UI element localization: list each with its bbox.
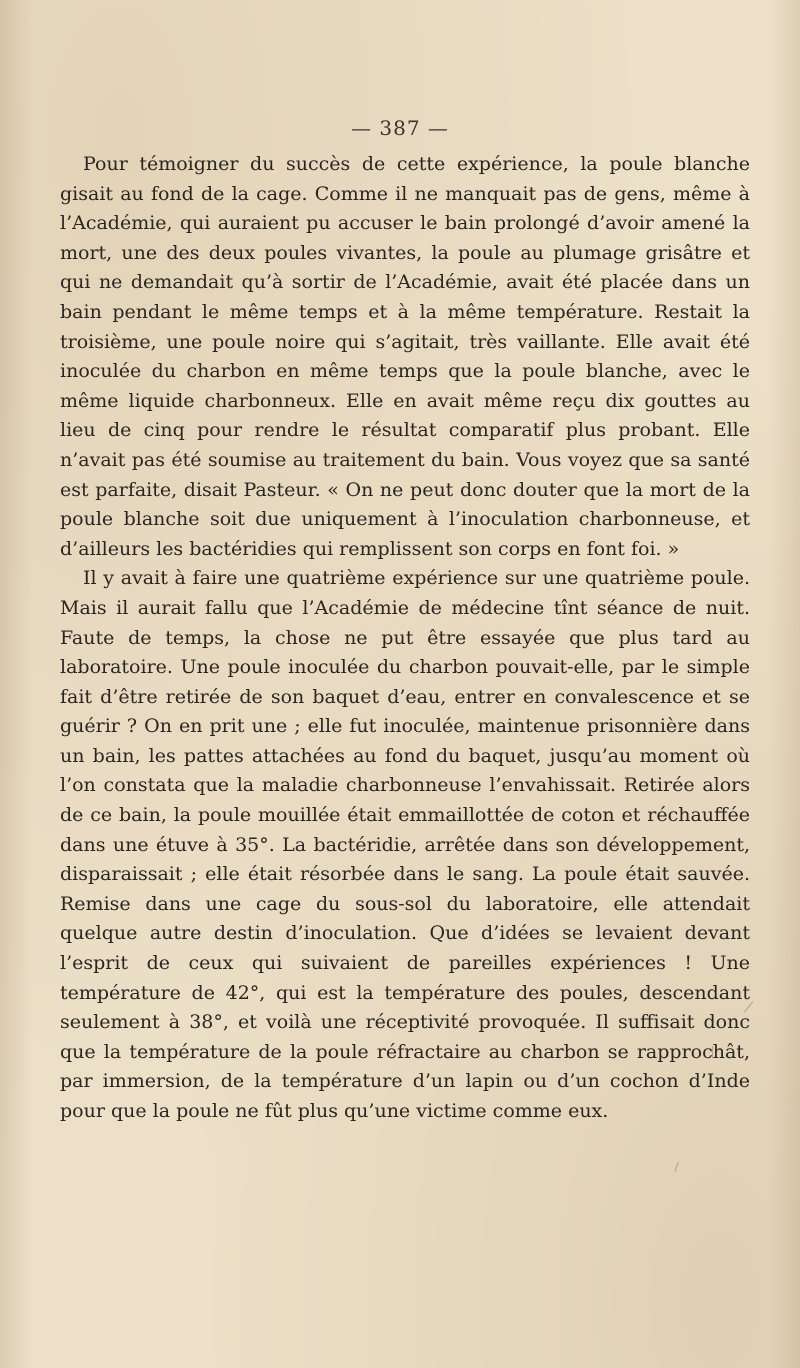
paragraph-2: Il y avait à faire une quatrième expérience sur une quatrième poule. Mais il aurait fallu que l’Académie de médecine tînt séance de nuit. Faute de temps, la chose ne put être essayée que plus tard au laboratoire. Une poule inoculée du charbon pouvait-elle, par le simple fait d’être retirée de son baquet d’eau, entrer en convalescence et se guérir ? On en prit une ; elle fut inoculée, maintenue prisonnière dans un bain, les pattes attachées au fond du baquet, jusqu’au moment où l’on constata que la maladie charbonneuse l’envahissait. Retirée alors de ce bain, la poule mouillée était emmaillottée de coton et réchauffée dans une étuve à 35°. La bactéridie, arrêtée dans son développement, disparaissait ; elle était résorbée dans le sang. La poule était sauvée. Remise dans une cage du sous-sol du laboratoire, elle attendait quelque autre destin d’inoculation. Que d’idées se levaient devant l’esprit de ceux qui suivaient de pareilles expériences ! Une température de 42°, qui est la température des poules, descendant seulement à 38°, et voilà une réceptivité provoquée. Il suffisait donc que la température de la poule réfractaire au charbon se rapprochât, par immersion, de la température d’un lapin ou d’un cochon d’Inde pour que la poule ne fût plus qu’une victime comme eux. bbox=[60, 567, 750, 1122]
paper-mark bbox=[674, 1162, 678, 1172]
body-text bbox=[60, 150, 750, 1127]
paragraph-1: Pour témoigner du succès de cette expérience, la poule blanche gisait au fond de la cage. Comme il ne manquait pas de gens, même à l’Académie, qui auraient pu accuser le bain prolongé d’avoir amené la mort, une des deux poules vivantes, la poule au plumage grisâtre et qui ne demandait qu’à sortir de l’Académie, avait été placée dans un bain pendant le même temps et à la même température. Restait la troisième, une poule noire qui s’agitait, très vaillante. Elle avait été inoculée du charbon en même temps que la poule blanche, avec le même liquide charbonneux. Elle en avait même reçu dix gouttes au lieu de cinq pour rendre le résultat comparatif plus probant. Elle n’avait pas été soumise au traitement du bain. Vous voyez que sa santé est parfaite, disait Pasteur. « On ne peut donc douter que la mort de la poule blanche soit due uniquement à l’inoculation charbonneuse, et d’ailleurs les bactéridies qui remplissent son corps en font foi. » bbox=[60, 153, 750, 560]
paper-mark bbox=[712, 1046, 713, 1058]
page-number: — 387 — bbox=[351, 116, 449, 140]
